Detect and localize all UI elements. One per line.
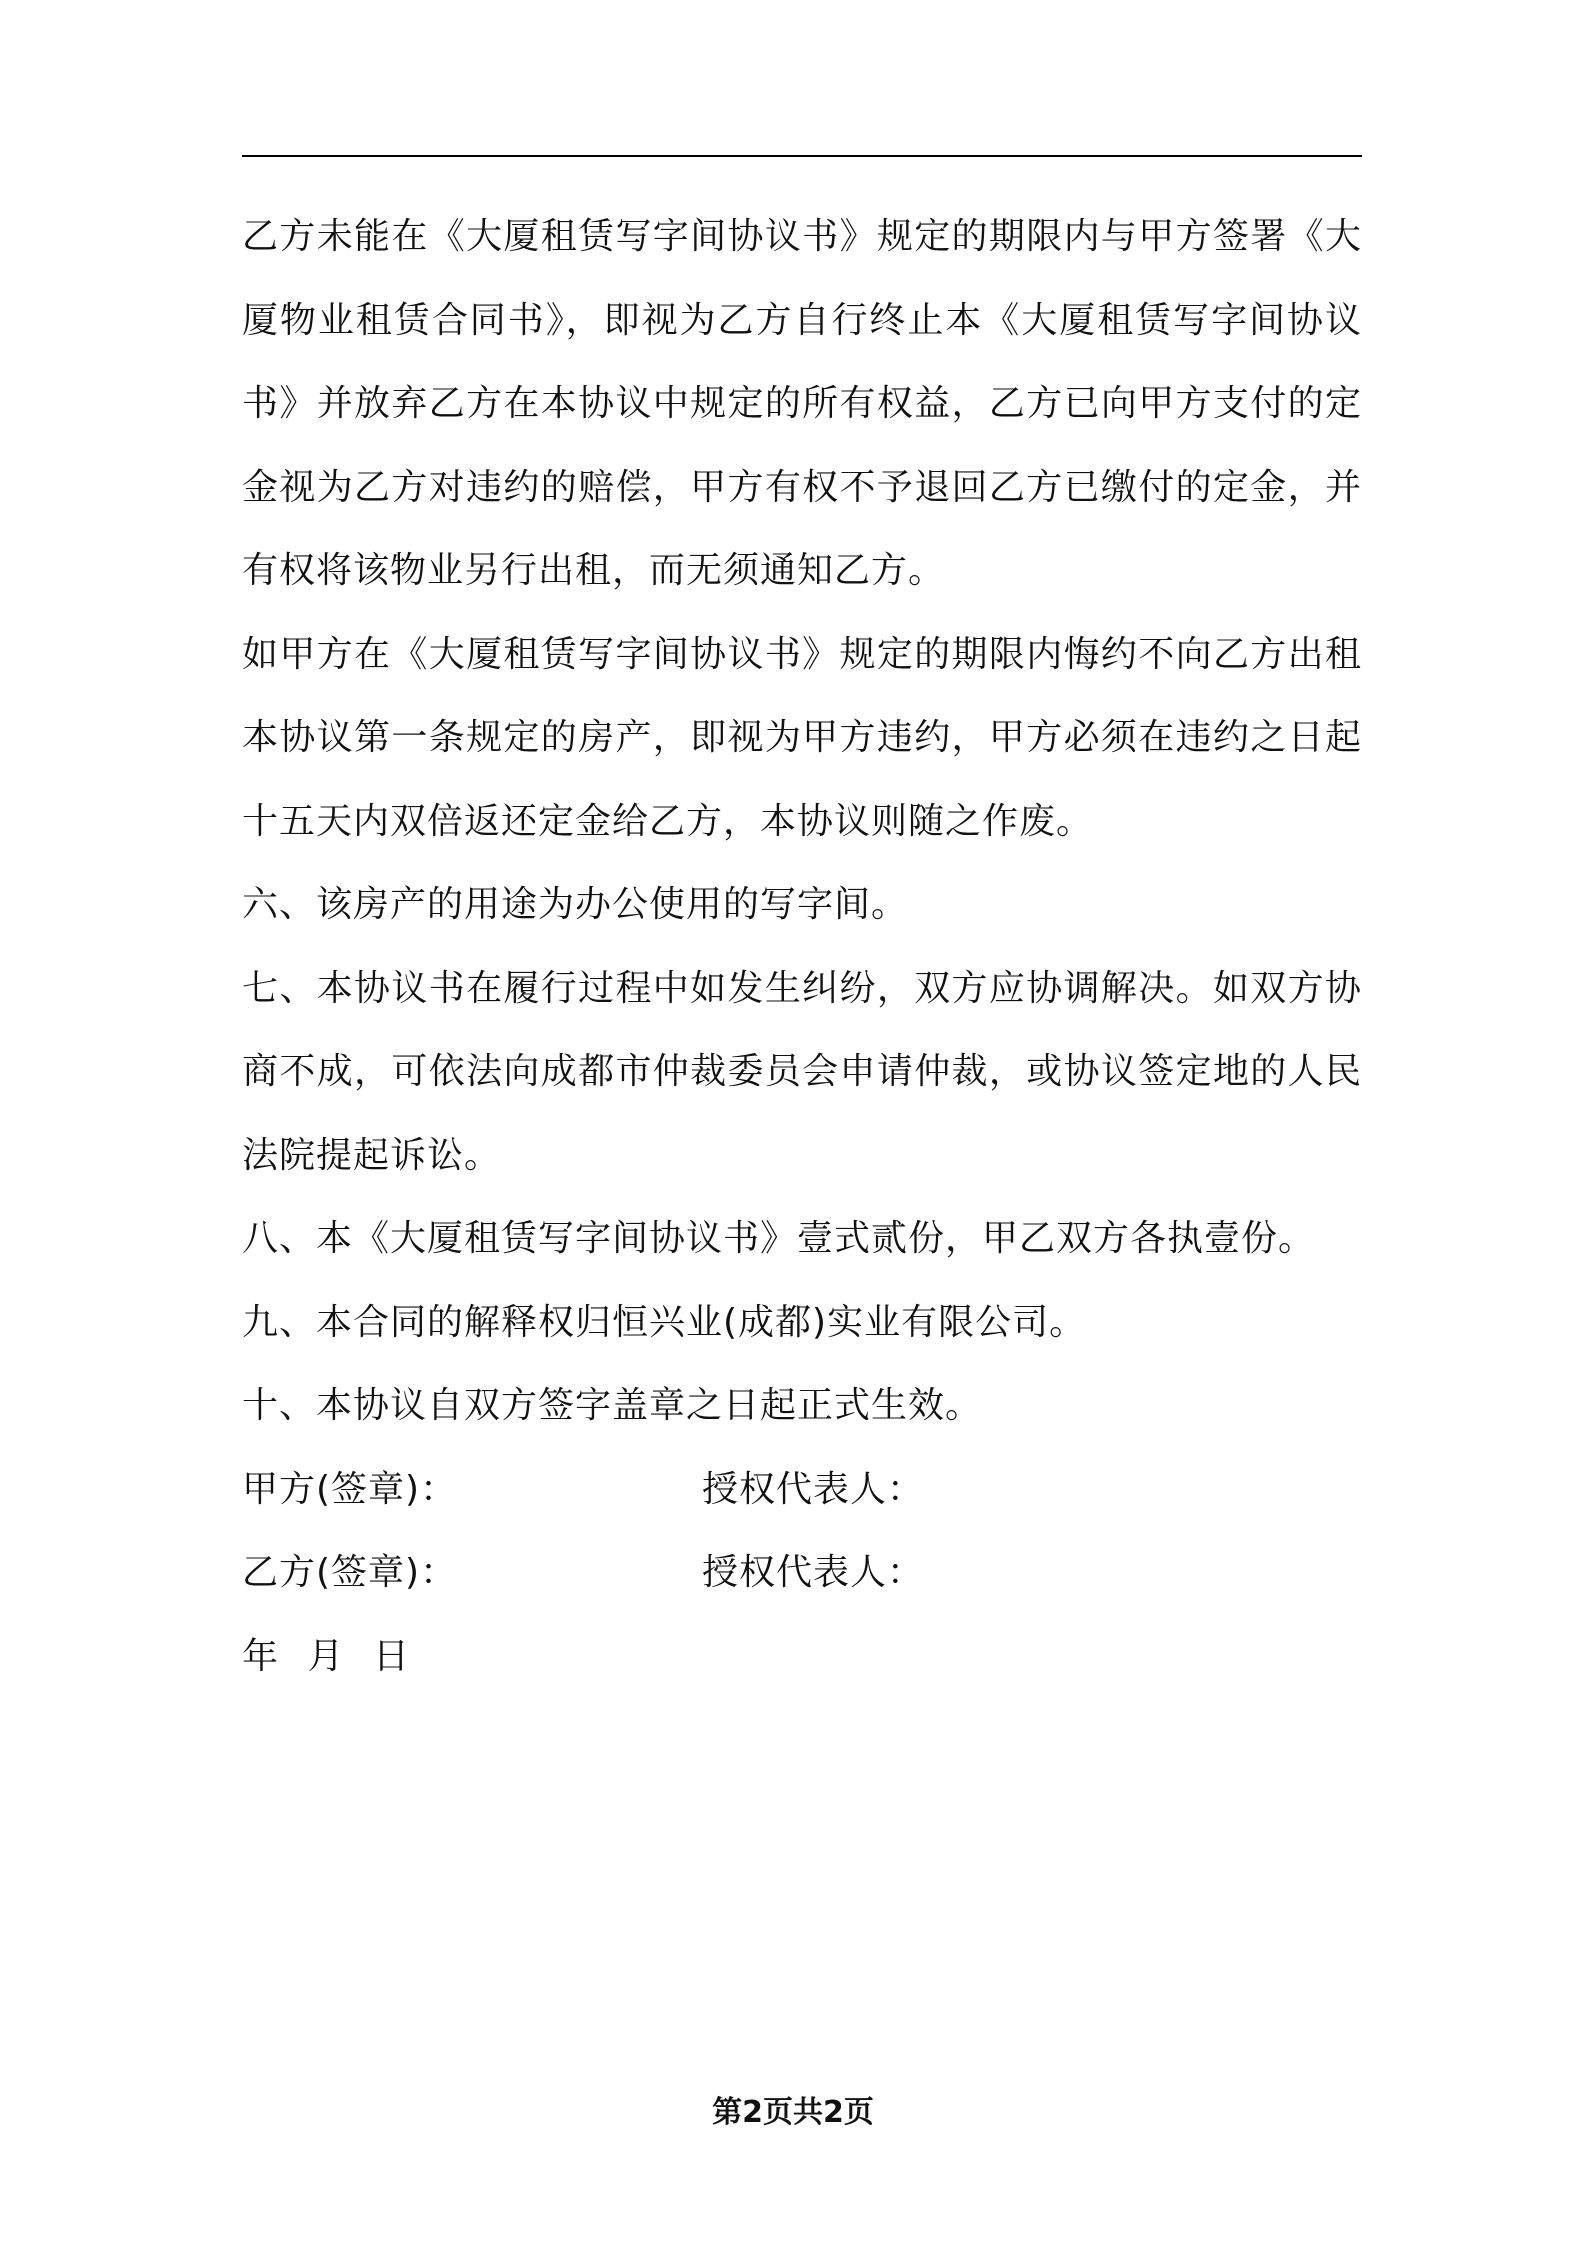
clause-10-effective: 十、本协议自双方签字盖章之日起正式生效。 (242, 1385, 983, 1426)
date-day-label: 日 (372, 1635, 410, 1677)
paragraph-lessor-breach: 如甲方在《大厦租赁写字间协议书》规定的期限内悔约不向乙方出租本协议第一条规定的房产，即视为甲方违约，甲方必须在违约之日起十五天内双倍返还定金给乙方，本协议则随之作废。 (242, 633, 1362, 842)
clause-7-dispute: 七、本协议书在履行过程中如发生纠纷，双方应协调解决。如双方协商不成，可依法向成都市仲裁委员会申请仲裁，或协议签定地的人民法院提起诉讼。 (242, 967, 1362, 1176)
clause-8-copies: 八、本《大厦租赁写字间协议书》壹式贰份，甲乙双方各执壹份。 (242, 1218, 1316, 1259)
page-number: 第2页共2页 (712, 2095, 874, 2130)
signature-row-party-b (242, 1531, 1362, 1615)
header-rule (242, 155, 1362, 157)
party-a-seal-label: 甲方(签章)： (242, 1468, 458, 1510)
clause-9-interpretation: 九、本合同的解释权归恒兴业(成都)实业有限公司。 (242, 1301, 1087, 1343)
date-line (242, 1615, 1362, 1699)
clause-6-usage: 六、该房产的用途为办公使用的写字间。 (242, 884, 909, 925)
party-b-representative-label: 授权代表人： (702, 1552, 925, 1593)
party-b-seal-label: 乙方(签章)： (242, 1552, 458, 1593)
signature-row-party-a (242, 1448, 1362, 1532)
document-body (242, 195, 1362, 1698)
date-year-label: 年 (242, 1635, 280, 1677)
paragraph-deposit-forfeit: 乙方未能在《大厦租赁写字间协议书》规定的期限内与甲方签署《大厦物业租赁合同书》，即视为乙方自行终止本《大厦租赁写字间协议书》并放弃乙方在本协议中规定的所有权益，乙方已向甲方支付的定金视为乙方对违约的赔偿，甲方有权不予退回乙方已缴付的定金，并有权将该物业另行出租，而无须通知乙方。 (242, 216, 1362, 591)
date-month-label: 月 (307, 1635, 345, 1677)
party-a-representative-label: 授权代表人： (702, 1468, 925, 1510)
